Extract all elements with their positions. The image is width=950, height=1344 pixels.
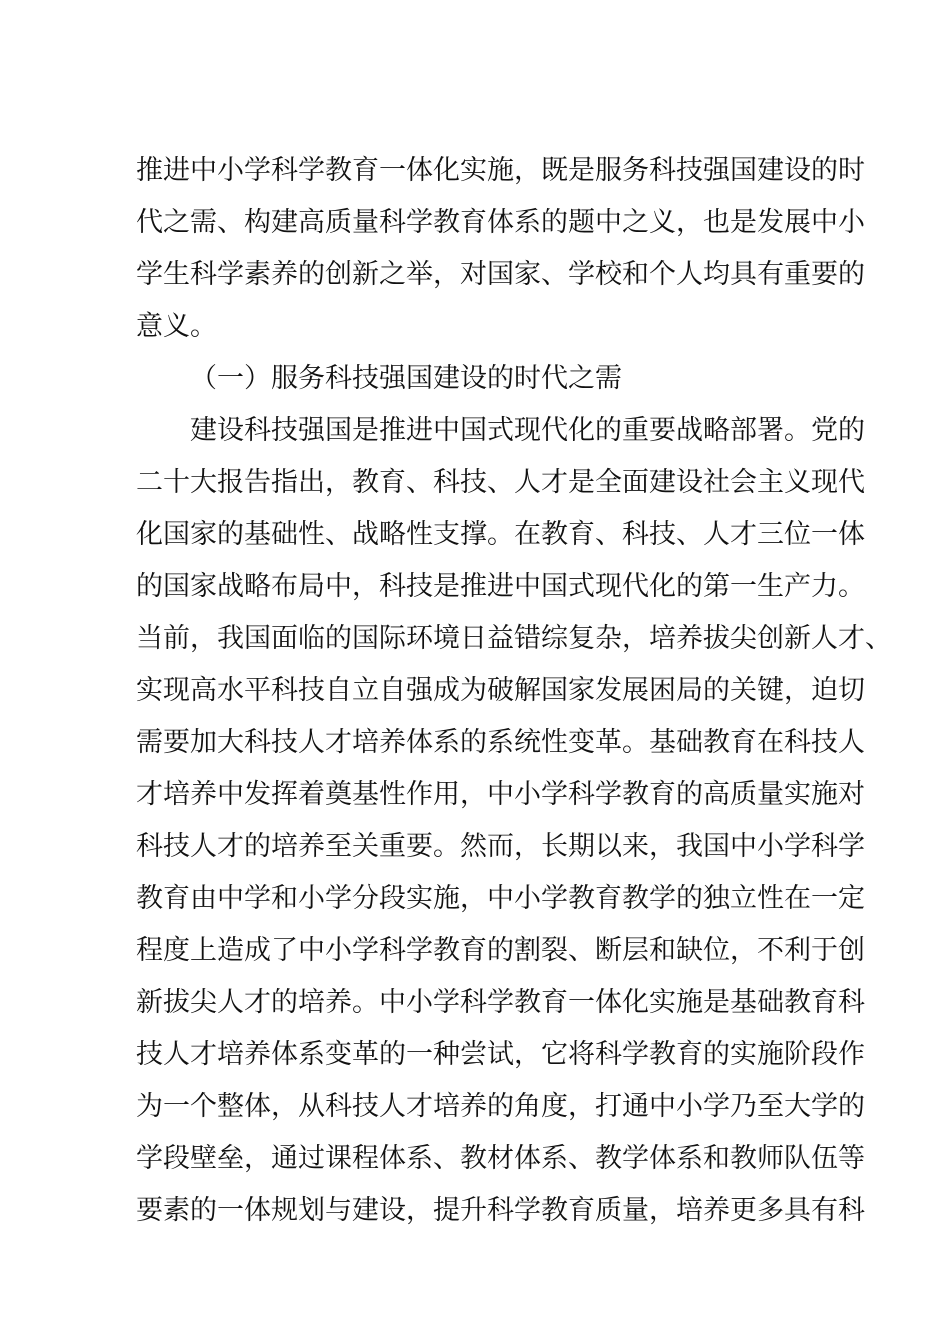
text-line: 新拔尖人才的培养。中小学科学教育一体化实施是基础教育科 [136,987,865,1018]
text-line: 要素的一体规划与建设，提升科学教育质量，培养更多具有科 [136,1195,865,1226]
text-line: 教育由中学和小学分段实施，中小学教育教学的独立性在一定 [136,883,865,914]
text-line: 科技人才的培养至关重要。然而，长期以来，我国中小学科学 [136,831,865,862]
text-line: 建设科技强国是推进中国式现代化的重要战略部署。党的 [190,415,865,446]
text-line: 的国家战略布局中，科技是推进中国式现代化的第一生产力。 [136,571,865,602]
paragraph-intro [136,145,865,353]
text-line: 学段壁垒，通过课程体系、教材体系、教学体系和教师队伍等 [136,1143,865,1174]
text-line: 当前，我国面临的国际环境日益错综复杂，培养拔尖创新人才、 [136,623,892,654]
text-line: 才培养中发挥着奠基性作用，中小学科学教育的高质量实施对 [136,779,865,810]
paragraph-body [136,405,892,1237]
text-line: 二十大报告指出，教育、科技、人才是全面建设社会主义现代 [136,467,865,498]
text-line: 代之需、构建高质量科学教育体系的题中之义，也是发展中小 [136,207,865,238]
text-line: 意义。 [136,311,217,342]
text-line: 程度上造成了中小学科学教育的割裂、断层和缺位，不利于创 [136,935,865,966]
text-line: 实现高水平科技自立自强成为破解国家发展困局的关键，迫切 [136,675,865,706]
text-line: 需要加大科技人才培养体系的系统性变革。基础教育在科技人 [136,727,865,758]
section-heading: （一）服务科技强国建设的时代之需 [190,363,622,394]
text-line: 学生科学素养的创新之举，对国家、学校和个人均具有重要的 [136,259,865,290]
body-text [136,145,892,1237]
text-line: 为一个整体，从科技人才培养的角度，打通中小学乃至大学的 [136,1091,865,1122]
text-line: 化国家的基础性、战略性支撑。在教育、科技、人才三位一体 [136,519,865,550]
text-line: 推进中小学科学教育一体化实施，既是服务科技强国建设的时 [136,155,865,186]
text-line: 技人才培养体系变革的一种尝试，它将科学教育的实施阶段作 [136,1039,865,1070]
